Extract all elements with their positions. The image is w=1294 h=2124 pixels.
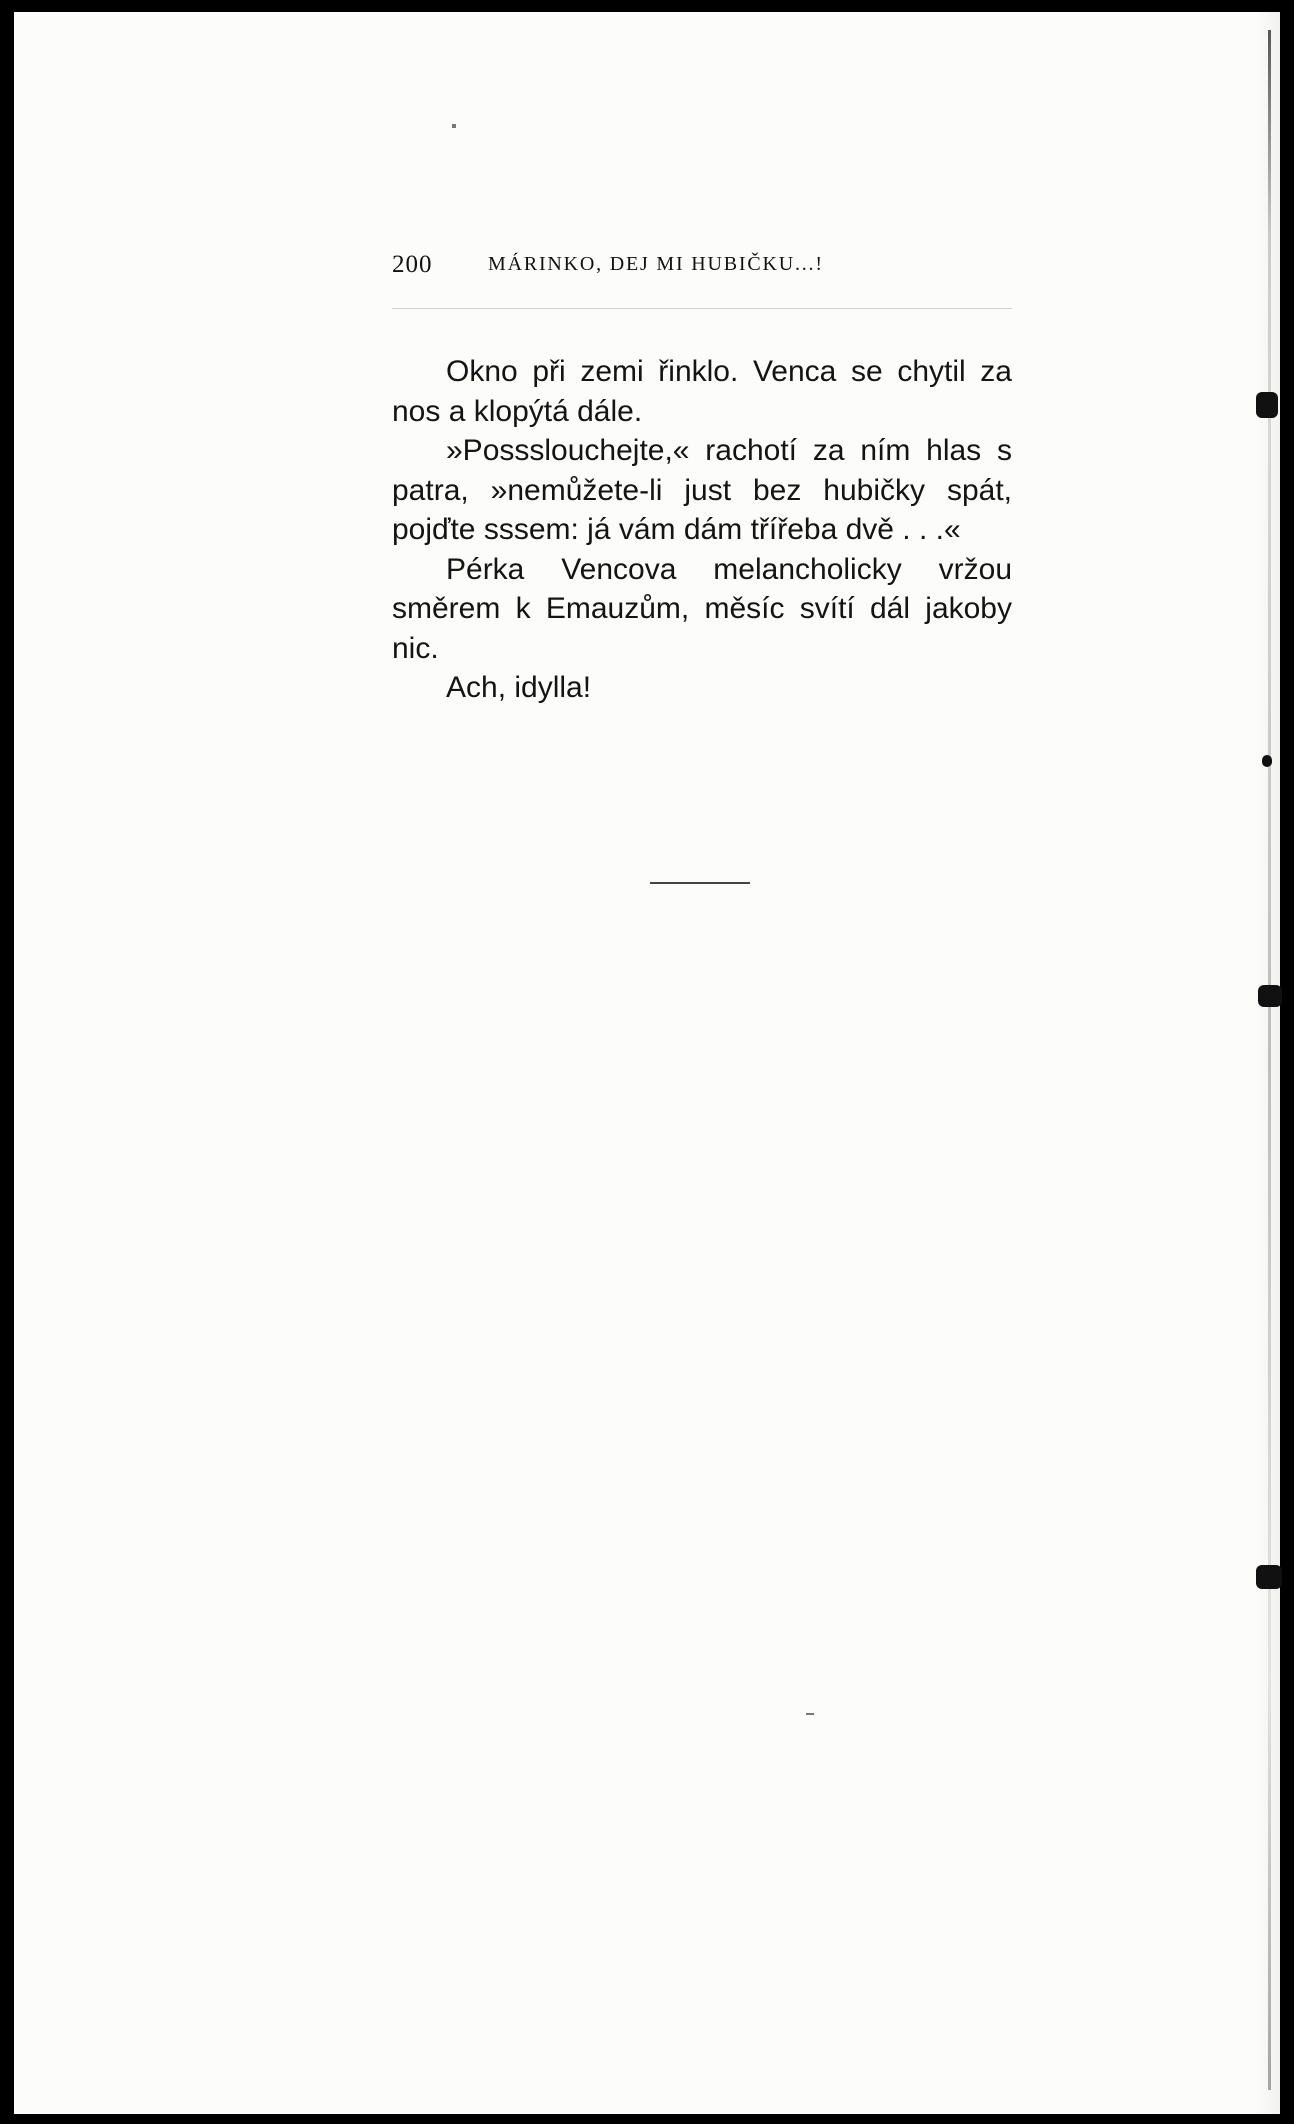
page-edge-line <box>1268 30 1271 2090</box>
paragraph-1: Okno při zemi řinklo. Venca se chytil za nos a klopýtá dále. <box>392 355 1012 428</box>
paragraph-3: Pérka Vencova melancholicky vržou směrem k Emauzům, měsíc svítí dál jakoby nic. <box>392 552 1012 665</box>
running-title: MÁRINKO, DEJ MI HUBIČKU...! <box>488 253 824 275</box>
dust-speck <box>806 1713 814 1715</box>
dust-speck <box>452 124 456 128</box>
running-header <box>392 251 1014 287</box>
chapter-end-rule <box>650 882 750 884</box>
binding-shadow <box>1254 0 1294 2124</box>
book-page <box>14 12 1280 2114</box>
edge-blot-4 <box>1256 1565 1282 1589</box>
paragraph-2: »Possslouchejte,« rachotí za ním hlas s patra, »nemůžete-li just bez hubičky spát, pojďte sssem: já vám dám třířeba dvě . . .« <box>392 434 1012 546</box>
page-number: 200 <box>392 251 433 278</box>
paragraph-4: Ach, idylla! <box>446 671 592 704</box>
header-rule <box>392 308 1012 309</box>
edge-blot-2 <box>1262 755 1272 767</box>
edge-blot-1 <box>1256 392 1278 418</box>
body-text <box>392 352 1012 708</box>
edge-blot-3 <box>1258 985 1282 1007</box>
